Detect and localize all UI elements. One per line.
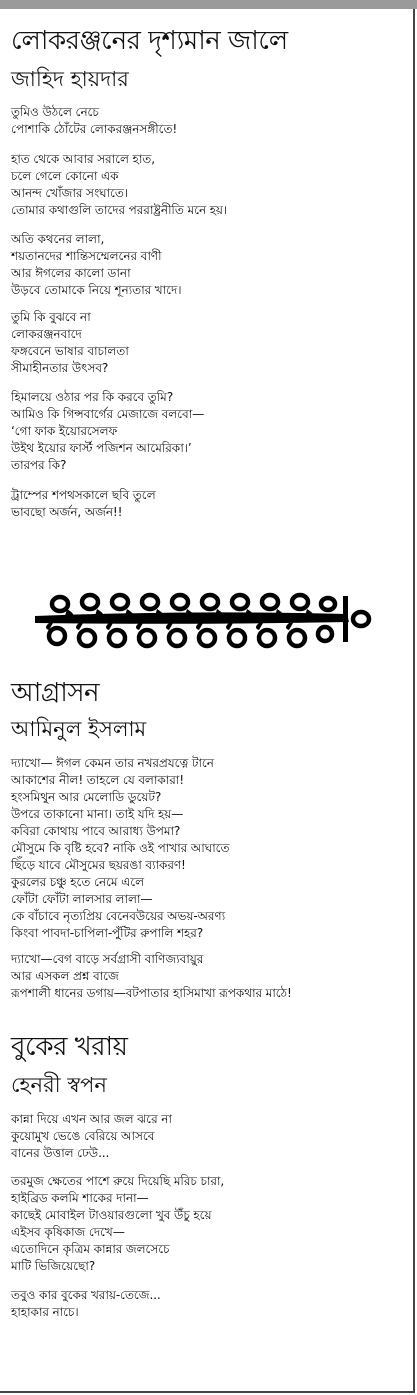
poem-line: তোমার কথাগুলি তাদের পররাষ্ট্রনীতি মনে হয়। (11, 203, 228, 217)
stanza (11, 1111, 172, 1162)
poem-line: তারপর কি? (11, 458, 67, 472)
poem-line: আমিও কি গিন্সবার্গের মেজাজে বলবো— (11, 407, 205, 421)
poem-line: মাটি ভিজিয়েছো? (11, 1259, 96, 1273)
poem-line: ভাবছো অর্জন, অর্জন!! (11, 505, 123, 519)
poem-line: কে বাঁচাবে নৃত্যপ্রিয় বেনেবউয়ের অভয়-অরণ্য (11, 909, 226, 923)
poem-line: এতোদিনে কৃত্রিম কান্নার জলসেচে (11, 1242, 170, 1256)
poem-title: লোকরঞ্জনের দৃশ্যমান জালে (11, 26, 288, 56)
poem-line: ফোঁটা ফোঁটা লালসার লালা— (11, 892, 153, 906)
poem-line: দ্যাখো—বেগ বাড়ে সর্বগ্রাসী বাণিজ্যবায়ুর (11, 952, 204, 966)
poem-line: হাহাকার নাচে। (11, 1305, 79, 1319)
poem-line: পোশাকি ঠোঁটের লোকরঞ্জনসঙ্গীতে! (11, 122, 178, 136)
poem-line: উইথ ইয়োর ফার্স্ট পজিশন আমেরিকা।’ (11, 441, 192, 455)
poem-author: আমিনুল ইসলাম (11, 717, 147, 741)
top-border-bar (0, 0, 417, 9)
newspaper-page (0, 9, 415, 1393)
poem-line: তবুও কার বুকের খরায়-তেজে... (11, 1288, 161, 1302)
stanza (11, 755, 229, 942)
poem-line: ট্রাম্পের শপথসকালে ছবি তুলে (11, 488, 156, 502)
poem-line: লোকরঞ্জনবাদে (11, 327, 82, 341)
poem-line: হাইব্রিড কলমি শাকের দানা— (11, 1191, 149, 1205)
stanza (11, 1173, 224, 1275)
poem-line: কান্না দিয়ে এখন আর জল ঝরে না (11, 1112, 172, 1126)
poem-line: আনন্দ খোঁজার সংঘাতে। (11, 186, 129, 200)
stanza (11, 231, 181, 299)
poem-line: আর এসকল প্রশ্ন বাজে (11, 969, 119, 983)
poem-line: বানের উত্তাল ঢেউ... (11, 1146, 110, 1160)
poem-line: শয়তানদের শান্তিসম্মেলনের বাণী (11, 249, 162, 263)
ornamental-divider-icon (29, 574, 389, 664)
poem-line: হংসমিথুন আর মেলোডি ডুয়েট? (11, 790, 162, 804)
poem-title: আগ্রাসন (11, 678, 100, 708)
poem-line: এইসব কৃষিকাজ দেখে— (11, 1225, 125, 1239)
poem-line: তুমিও উঠলে নেচে (11, 105, 99, 119)
poem-author: হেনরী স্বপন (11, 1073, 107, 1097)
poem-line: কাছেই মোবাইল টাওয়ারগুলো খুব উঁচু হয়ে (11, 1208, 212, 1222)
poem-line: হিমালয়ে ওঠার পর কি করবে তুমি? (11, 390, 174, 404)
poem-line: উপরে তাকানো মানা। তাই যদি হয়— (11, 807, 184, 821)
poem-title: বুকের খরায় (11, 1032, 128, 1062)
poem-line: আকাশের নীল! তাহলে যে বলাকারা! (11, 773, 184, 787)
poem-line: হাত থেকে আবার সরালে হাত, (11, 152, 155, 166)
poem-line: কুয়োমুখ ভেঙে বেরিয়ে আসবে (11, 1129, 155, 1143)
poem-line: তরমুজ ক্ষেতের পাশে রুয়ে দিয়েছি মরিচ চারা, (11, 1174, 225, 1188)
stanza (11, 951, 292, 1002)
stanza (11, 104, 177, 138)
poem-line: অতি কথনের লালা, (11, 232, 105, 246)
stanza (11, 151, 227, 219)
poem-line: ফঙ্গবেনে ভাষার বাচালতা (11, 344, 129, 358)
poem-line: চলে গেলে কোনো এক (11, 169, 119, 183)
poem-line: উড়বে তোমাকে নিয়ে শূন্যতার খাদে। (11, 283, 182, 297)
poem-line: দ্যাখো— ঈগল কেমন তার নখরপ্রযত্নে টানে (11, 756, 214, 770)
poem-line: ‘গো ফাক ইয়োরসেলফ (11, 424, 118, 438)
poem-line: রূপশালী ধানের ডগায়—বটপাতার হাসিমাখা রূপকথার মাঠে! (11, 986, 292, 1000)
stanza (11, 389, 204, 474)
poem-author: জাহিদ হায়দার (11, 67, 129, 91)
poem-line: কুরলের চঞ্চু হতে নেমে এলে (11, 875, 145, 889)
poem-line: ছিঁড়ে যাবে মৌসুমের ছয়রঙা ব্যাকরণ! (11, 858, 186, 872)
poem-line: কিংবা পাবদা-চাপিলা-পুঁটির রুপালি শহর? (11, 926, 204, 940)
poem-line: সীমাহীনতার উৎসব? (11, 361, 109, 375)
poem-line: তুমি কি বুঝবে না (11, 310, 91, 324)
stanza (11, 487, 156, 521)
stanza (11, 309, 129, 377)
stanza (11, 1287, 161, 1321)
poem-line: মৌসুমে কি বৃষ্টি হবে? নাকি ওই পাখার আঘাতে (11, 841, 230, 855)
poem-line: আর ঈগলের কালো ডানা (11, 266, 131, 280)
poem-line: কবিরা কোথায় পাবে আরাধ্য উপমা? (11, 824, 181, 838)
